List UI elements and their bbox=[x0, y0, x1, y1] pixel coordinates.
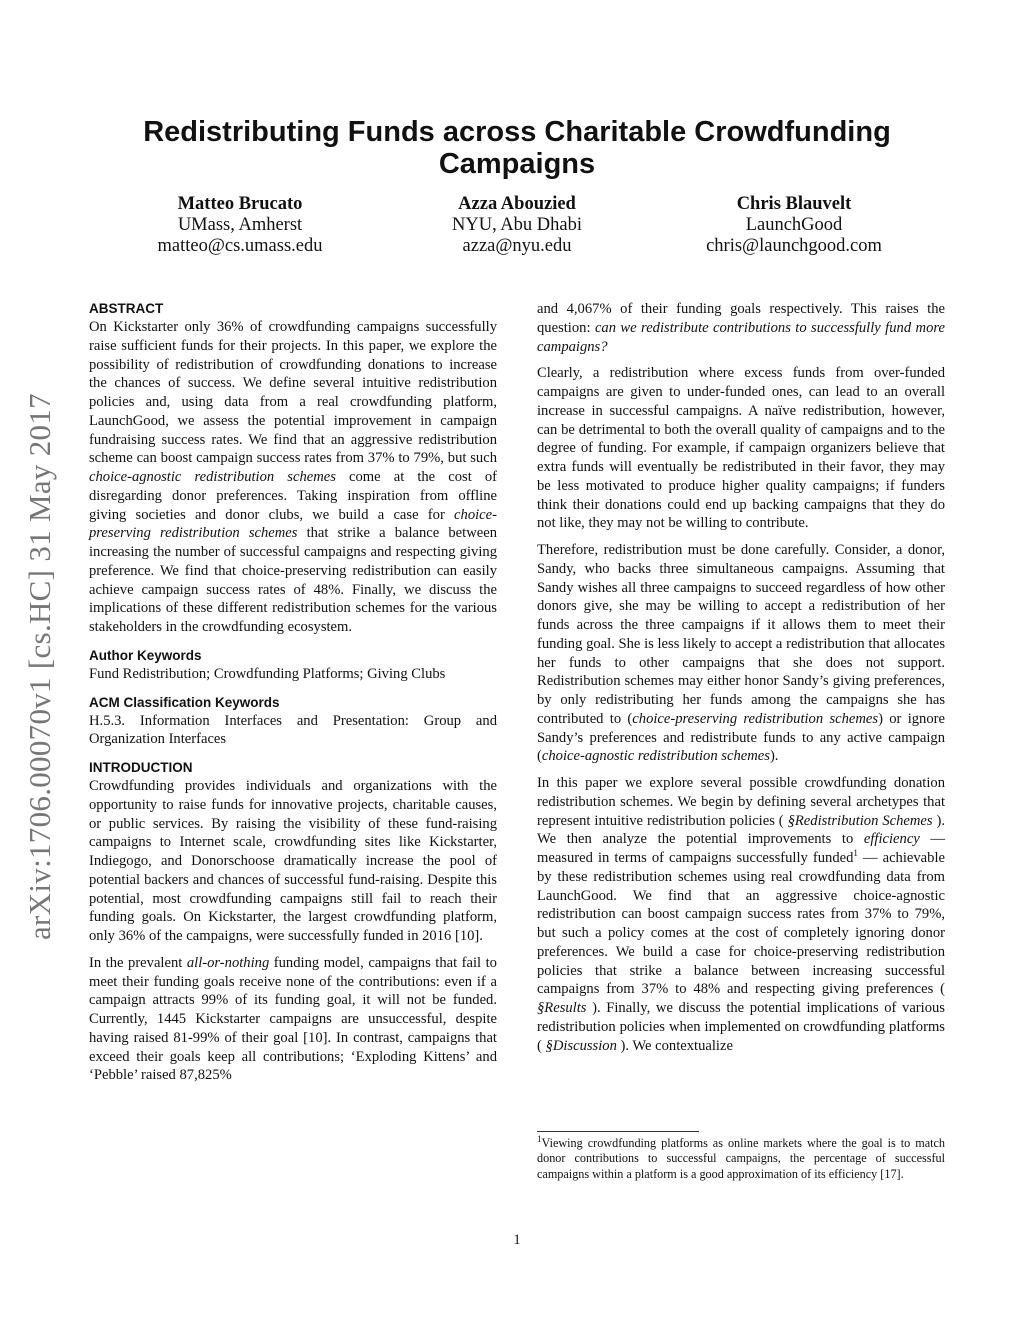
emphasized-text: choice-agnostic redistribution schemes bbox=[89, 469, 336, 485]
emphasized-text: choice-preserving redistribution schemes bbox=[89, 506, 497, 542]
emphasized-text: §Discussion bbox=[545, 1037, 617, 1054]
body-paragraph bbox=[537, 364, 945, 533]
abstract-body bbox=[89, 318, 497, 637]
text-run: that strike a balance between increasing the number of successful campaigns and respecting giving preference. We find that choice-preserving redistribution can easily achieve campaign success rates of 48%. Finally, we discuss the implications of these different redistribution schemes for the various stakeholders in the crowdfunding ecosystem. bbox=[89, 525, 497, 635]
text-run: — achievable by these redistribution schemes using real crowdfunding data from LaunchGood. We find that an aggressive choice-agnostic redistribution can boost campaign success rates from 37% to 79%, but such a policy comes at the cost of completely ignoring donor preferences. We build a case for choice-preserving redistribution policies that strike a balance between increasing successful campaigns from 37% to 48% and respecting giving preferences ( bbox=[537, 850, 945, 998]
author bbox=[90, 194, 390, 257]
author-keywords-body: Fund Redistribution; Crowdfunding Platforms; Giving Clubs bbox=[89, 665, 446, 682]
acm-keywords-body: H.5.3. Information Interfaces and Presentation: Group and Organization Interfaces bbox=[89, 712, 497, 748]
author-keywords-heading: Author Keywords bbox=[89, 647, 202, 663]
text-run: In this paper we explore several possible crowdfunding donation redistribution schemes. We begin by defining several archetypes that represent intuitive redistribution policies ( bbox=[537, 775, 945, 829]
text-run: ) or ignore Sandy’s preferences and redistribute funds to any active campaign ( bbox=[537, 710, 945, 765]
text-run: ). bbox=[769, 748, 779, 765]
abstract-heading: ABSTRACT bbox=[89, 301, 164, 316]
author-affiliation: NYU, Abu Dhabi bbox=[451, 215, 582, 235]
author bbox=[644, 194, 944, 257]
emphasized-text: §Redistribution Schemes bbox=[787, 812, 933, 829]
text-run: On Kickstarter only 36% of crowdfunding campaigns successfully raise sufficient funds for their projects. In this paper, we explore the possibility of redistribution of crowdfunding donations to increase the chances of success. We define several intuitive redistribution policies and, using data from a real crowdfunding platform, LaunchGood, we assess the potential improvement in campaign fundraising success rates. We find that an aggressive redistribution scheme can boost campaign success rates from 37% to 79%, but such bbox=[89, 319, 497, 467]
author-email: chris@launchgood.com bbox=[706, 236, 882, 256]
footnote-mark: 1 bbox=[537, 1133, 542, 1144]
text-run: Clearly, a redistribution where excess funds from over-funded campaigns are given to under-funded ones, can lead to an overall increase in successful campaigns. A naïve redistribution, however, can be detrimental to both the overall quality of campaigns and to the degree of funding. For example, if campaign organizers believe that extra funds will eventually be redistributed in their favor, they may be less motivated to produce higher quality campaigns; if funders think their donations could end up backing campaigns that they do not like, they may not be willing to contribute. bbox=[537, 365, 945, 532]
author-name: Matteo Brucato bbox=[177, 194, 303, 214]
emphasized-text: choice-agnostic redistribution schemes bbox=[541, 748, 770, 765]
author-affiliation: LaunchGood bbox=[745, 215, 843, 235]
author bbox=[367, 194, 667, 257]
page-number: 1 bbox=[513, 1232, 521, 1248]
text-run: ). Finally, we discuss the potential implications of various redistribution policies when implemented on crowdfunding platforms ( bbox=[537, 1000, 945, 1054]
footnote-ref: 1 bbox=[853, 848, 858, 859]
footnote-rule bbox=[537, 1131, 699, 1132]
paper-title: Redistributing Funds across Charitable Crowdfunding Campaigns bbox=[143, 116, 891, 180]
introduction-heading: INTRODUCTION bbox=[89, 760, 193, 775]
author-affiliation: UMass, Amherst bbox=[177, 215, 303, 235]
acm-keywords-heading: ACM Classification Keywords bbox=[89, 694, 280, 710]
author-name: Chris Blauvelt bbox=[736, 194, 852, 214]
footnote-text: Viewing crowdfunding platforms as online markets where the goal is to match donor contributions to successful campaigns, the percentage of successful campaigns within a platform is a good approximation of its efficiency [17]. bbox=[537, 1136, 945, 1181]
footnote bbox=[537, 1133, 945, 1182]
text-run: ). We then analyze the potential improvements to bbox=[537, 812, 945, 848]
emphasized-text: choice-preserving redistribution schemes bbox=[632, 710, 879, 727]
body-paragraph bbox=[537, 541, 945, 766]
text-run: Crowdfunding provides individuals and organizations with the opportunity to raise funds for innovative projects, charitable causes, or public services. By raising the visibility of these fund-raising campaigns to Internet scale, crowdfunding sites like Kickstarter, Indiegogo, and Donorschoose dramatically increase the pool of potential backers and chances of successful fund-raising. Despite this potential, most crowdfunding campaigns still fail to reach their funding goals. On Kickstarter, the largest crowdfunding platform, only 36% of the campaigns, were successfully funded in 2016 [10]. bbox=[89, 778, 497, 944]
emphasized-text: all-or-nothing bbox=[186, 954, 270, 971]
body-paragraph bbox=[89, 954, 497, 1085]
text-run: and 4,067% of their funding goals respectively. This raises the question: bbox=[537, 301, 945, 336]
left-column bbox=[89, 300, 497, 1093]
text-run: funding model, campaigns that fail to meet their funding goals receive none of the contributions: even if a campaign attracts 99% of its funding goal, it will not be funded. Currently, 1445 Kickstarter campaigns are unsuccessful, despite having raised 81-99% of their goal [10]. In contrast, campaigns that exceed their goals keep all contributions; ‘Exploding Kittens’ and ‘Pebble’ raised 87,825% bbox=[89, 954, 497, 1084]
author-email: azza@nyu.edu bbox=[462, 236, 572, 256]
text-run: — measured in terms of campaigns successfully funded bbox=[537, 831, 945, 866]
text-run: come at the cost of disregarding donor preferences. Taking inspiration from offline giving societies and donor clubs, we build a case for bbox=[89, 469, 497, 523]
text-run: In the prevalent bbox=[89, 954, 187, 971]
arxiv-identifier: arXiv:1706.00070v1 [cs.HC] 31 May 2017 bbox=[22, 393, 57, 940]
text-run: ). We contextualize bbox=[616, 1037, 733, 1054]
right-column bbox=[537, 300, 945, 1063]
emphasized-text: can we redistribute contributions to successfully fund more campaigns? bbox=[537, 319, 945, 355]
author-email: matteo@cs.umass.edu bbox=[157, 236, 323, 256]
text-run: Therefore, redistribution must be done carefully. Consider, a donor, Sandy, who backs three simultaneous campaigns. Assuming that Sandy wishes all three campaigns to succeed regardless of how other donors give, she may be willing to accept a redistribution of her funds across the three campaigns if it allows them to meet their funding goal. She is less likely to accept a redistribution that allocates her funds to other campaigns that she does not support. Redistribution schemes may either honor Sandy’s giving preferences, by only redistributing her funds among the campaigns she has contributed to ( bbox=[537, 542, 945, 727]
body-paragraph bbox=[537, 300, 945, 356]
emphasized-text: efficiency bbox=[863, 831, 920, 848]
author-name: Azza Abouzied bbox=[458, 194, 576, 214]
body-paragraph bbox=[89, 777, 497, 946]
body-paragraph bbox=[537, 774, 945, 1055]
emphasized-text: §Results bbox=[537, 1000, 587, 1016]
